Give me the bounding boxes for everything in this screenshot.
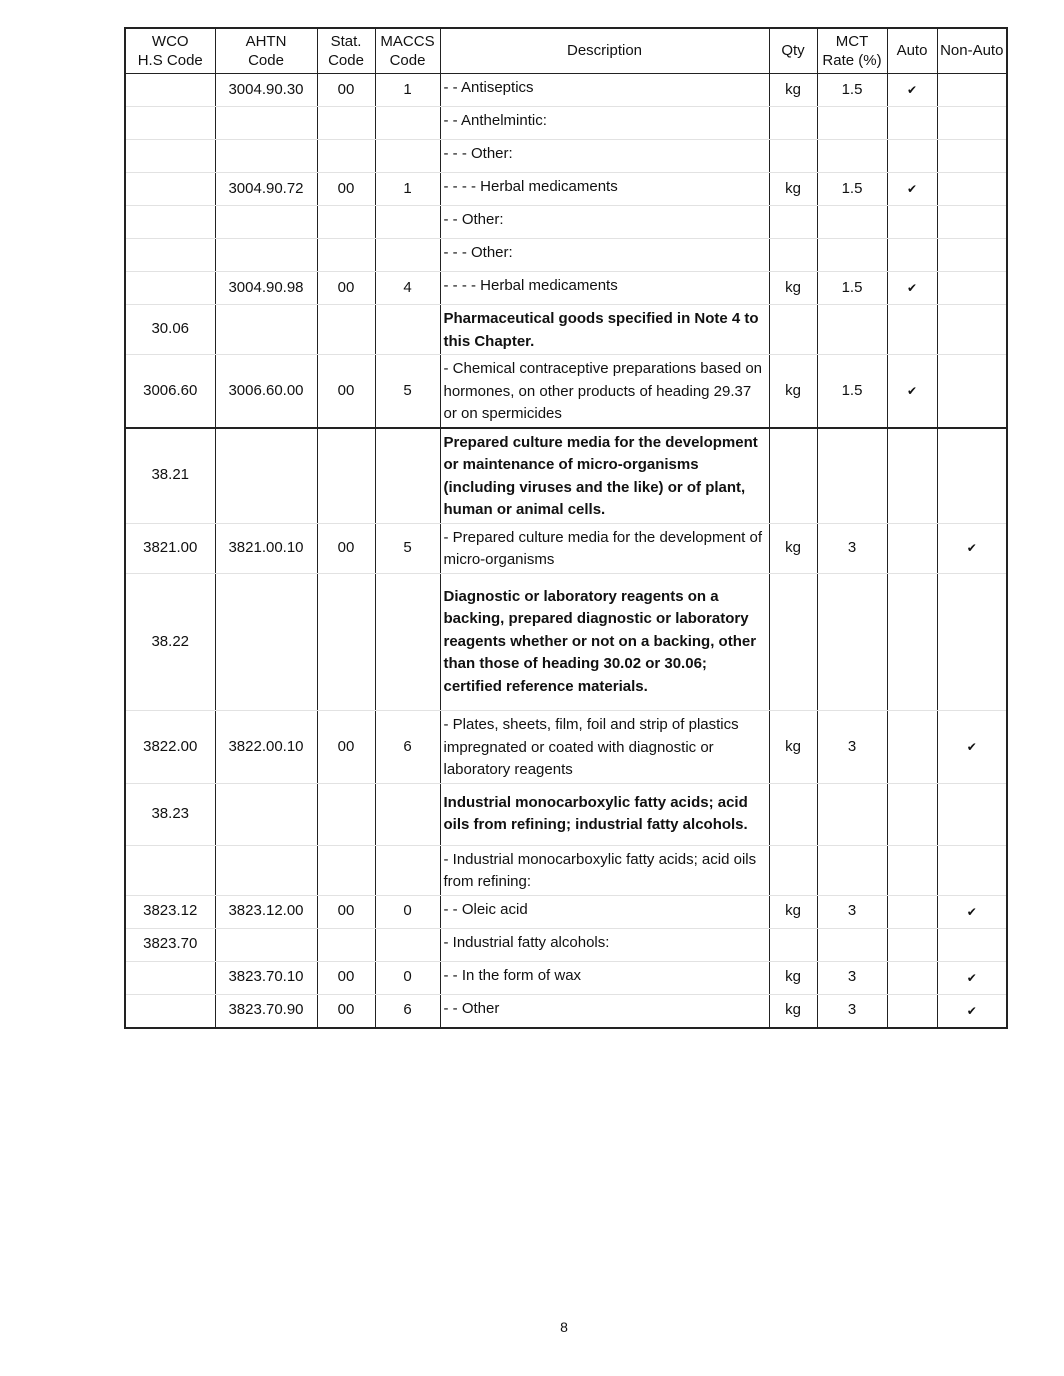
maccs-cell: [375, 928, 440, 961]
auto-check-icon: [887, 711, 937, 784]
auto-check-icon: [887, 994, 937, 1028]
maccs-cell: 5: [375, 523, 440, 573]
mct-cell: [817, 428, 887, 524]
auto-check-icon: [887, 845, 937, 895]
non-auto-check-icon: [937, 355, 1007, 428]
maccs-cell: 0: [375, 961, 440, 994]
header-description: Description: [440, 28, 769, 74]
wco-cell: [125, 961, 215, 994]
mct-cell: 3: [817, 895, 887, 928]
non-auto-check-icon: [937, 272, 1007, 305]
description-cell: - - Other:: [440, 206, 769, 239]
description-cell: - - In the form of wax: [440, 961, 769, 994]
ahtn-cell: 3006.60.00: [215, 355, 317, 428]
stat-cell: [317, 107, 375, 140]
non-auto-check-icon: ✔: [937, 994, 1007, 1028]
auto-check-icon: ✔: [887, 272, 937, 305]
maccs-cell: [375, 239, 440, 272]
wco-cell: 30.06: [125, 305, 215, 355]
mct-cell: 1.5: [817, 272, 887, 305]
table-row: [125, 895, 1007, 928]
qty-cell: [769, 428, 817, 524]
wco-cell: 38.22: [125, 573, 215, 711]
ahtn-cell: 3822.00.10: [215, 711, 317, 784]
maccs-cell: [375, 107, 440, 140]
ahtn-cell: [215, 305, 317, 355]
description-cell: Pharmaceutical goods specified in Note 4 to this Chapter.: [440, 305, 769, 355]
qty-cell: kg: [769, 961, 817, 994]
non-auto-check-icon: [937, 140, 1007, 173]
ahtn-cell: 3823.12.00: [215, 895, 317, 928]
header-auto: Auto: [887, 28, 937, 74]
table-row: [125, 711, 1007, 784]
header-mct-rate: MCT Rate (%): [817, 28, 887, 74]
maccs-cell: [375, 428, 440, 524]
qty-cell: [769, 107, 817, 140]
maccs-cell: [375, 305, 440, 355]
maccs-cell: [375, 140, 440, 173]
wco-cell: [125, 272, 215, 305]
qty-cell: [769, 140, 817, 173]
auto-check-icon: ✔: [887, 74, 937, 107]
description-cell: - - - - Herbal medicaments: [440, 173, 769, 206]
non-auto-check-icon: [937, 428, 1007, 524]
stat-cell: 00: [317, 895, 375, 928]
stat-cell: [317, 428, 375, 524]
table-row: [125, 523, 1007, 573]
ahtn-cell: [215, 928, 317, 961]
description-cell: - Chemical contraceptive preparations based on hormones, on other products of heading 29.37 or on spermicides: [440, 355, 769, 428]
header-qty: Qty: [769, 28, 817, 74]
auto-check-icon: [887, 140, 937, 173]
qty-cell: kg: [769, 994, 817, 1028]
ahtn-cell: [215, 428, 317, 524]
maccs-cell: [375, 845, 440, 895]
non-auto-check-icon: [937, 783, 1007, 845]
qty-cell: [769, 928, 817, 961]
non-auto-check-icon: ✔: [937, 711, 1007, 784]
header-ahtn-code: AHTN Code: [215, 28, 317, 74]
non-auto-check-icon: ✔: [937, 895, 1007, 928]
table-row: [125, 305, 1007, 355]
stat-cell: 00: [317, 523, 375, 573]
wco-cell: [125, 107, 215, 140]
qty-cell: [769, 783, 817, 845]
maccs-cell: 1: [375, 74, 440, 107]
description-cell: Diagnostic or laboratory reagents on a backing, prepared diagnostic or laboratory reagents whether or not on a backing, other than those of heading 30.02 or 30.06; certified reference materials.: [440, 573, 769, 711]
header-wco-hs-code: WCO H.S Code: [125, 28, 215, 74]
non-auto-check-icon: [937, 74, 1007, 107]
auto-check-icon: [887, 928, 937, 961]
description-cell: - - - Other:: [440, 140, 769, 173]
wco-cell: [125, 239, 215, 272]
mct-cell: [817, 573, 887, 711]
qty-cell: kg: [769, 895, 817, 928]
maccs-cell: 4: [375, 272, 440, 305]
mct-cell: [817, 239, 887, 272]
auto-check-icon: [887, 428, 937, 524]
maccs-cell: [375, 206, 440, 239]
description-cell: - Prepared culture media for the development of micro-organisms: [440, 523, 769, 573]
non-auto-check-icon: [937, 173, 1007, 206]
wco-cell: 3821.00: [125, 523, 215, 573]
tariff-table: [124, 27, 1008, 1029]
stat-cell: 00: [317, 355, 375, 428]
description-cell: - - Anthelmintic:: [440, 107, 769, 140]
stat-cell: 00: [317, 711, 375, 784]
table-row: [125, 428, 1007, 524]
maccs-cell: 1: [375, 173, 440, 206]
table-row: [125, 994, 1007, 1028]
stat-cell: [317, 573, 375, 711]
maccs-cell: 6: [375, 711, 440, 784]
qty-cell: kg: [769, 272, 817, 305]
stat-cell: [317, 845, 375, 895]
header-non-auto: Non-Auto: [937, 28, 1007, 74]
mct-cell: 3: [817, 961, 887, 994]
non-auto-check-icon: [937, 305, 1007, 355]
auto-check-icon: [887, 573, 937, 711]
page-number: 8: [560, 1319, 568, 1335]
description-cell: - - - Other:: [440, 239, 769, 272]
description-cell: - Industrial fatty alcohols:: [440, 928, 769, 961]
table-row: [125, 272, 1007, 305]
table-row: [125, 928, 1007, 961]
table-row: [125, 355, 1007, 428]
ahtn-cell: [215, 573, 317, 711]
table-row: [125, 107, 1007, 140]
maccs-cell: [375, 573, 440, 711]
stat-cell: [317, 140, 375, 173]
description-cell: - - - - Herbal medicaments: [440, 272, 769, 305]
mct-cell: 1.5: [817, 173, 887, 206]
mct-cell: [817, 140, 887, 173]
auto-check-icon: [887, 239, 937, 272]
qty-cell: [769, 845, 817, 895]
wco-cell: [125, 845, 215, 895]
qty-cell: [769, 305, 817, 355]
auto-check-icon: ✔: [887, 355, 937, 428]
mct-cell: [817, 206, 887, 239]
ahtn-cell: 3823.70.90: [215, 994, 317, 1028]
ahtn-cell: [215, 107, 317, 140]
ahtn-cell: 3004.90.98: [215, 272, 317, 305]
table-row: [125, 961, 1007, 994]
auto-check-icon: ✔: [887, 173, 937, 206]
mct-cell: [817, 928, 887, 961]
auto-check-icon: [887, 107, 937, 140]
qty-cell: [769, 573, 817, 711]
maccs-cell: 6: [375, 994, 440, 1028]
mct-cell: [817, 845, 887, 895]
non-auto-check-icon: [937, 573, 1007, 711]
table-row: [125, 783, 1007, 845]
ahtn-cell: 3004.90.72: [215, 173, 317, 206]
stat-cell: 00: [317, 173, 375, 206]
description-cell: - - Antiseptics: [440, 74, 769, 107]
non-auto-check-icon: [937, 239, 1007, 272]
stat-cell: [317, 783, 375, 845]
non-auto-check-icon: ✔: [937, 523, 1007, 573]
table-row: [125, 140, 1007, 173]
description-cell: Prepared culture media for the development or maintenance of micro-organisms (including viruses and the like) or of plant, human or animal cells.: [440, 428, 769, 524]
maccs-cell: 0: [375, 895, 440, 928]
non-auto-check-icon: ✔: [937, 961, 1007, 994]
wco-cell: 3823.12: [125, 895, 215, 928]
ahtn-cell: 3004.90.30: [215, 74, 317, 107]
non-auto-check-icon: [937, 928, 1007, 961]
mct-cell: [817, 783, 887, 845]
ahtn-cell: [215, 239, 317, 272]
mct-cell: [817, 107, 887, 140]
ahtn-cell: [215, 783, 317, 845]
mct-cell: 1.5: [817, 355, 887, 428]
description-cell: - - Other: [440, 994, 769, 1028]
table-row: [125, 206, 1007, 239]
description-cell: - - Oleic acid: [440, 895, 769, 928]
table-row: [125, 173, 1007, 206]
header-maccs-code: MACCS Code: [375, 28, 440, 74]
table-row: [125, 239, 1007, 272]
qty-cell: [769, 239, 817, 272]
qty-cell: kg: [769, 523, 817, 573]
qty-cell: kg: [769, 355, 817, 428]
stat-cell: 00: [317, 272, 375, 305]
auto-check-icon: [887, 523, 937, 573]
mct-cell: 3: [817, 711, 887, 784]
auto-check-icon: [887, 206, 937, 239]
wco-cell: 3006.60: [125, 355, 215, 428]
mct-cell: 3: [817, 994, 887, 1028]
table-body: [125, 74, 1007, 1028]
auto-check-icon: [887, 961, 937, 994]
wco-cell: [125, 206, 215, 239]
stat-cell: [317, 239, 375, 272]
stat-cell: [317, 928, 375, 961]
auto-check-icon: [887, 895, 937, 928]
table-row: [125, 573, 1007, 711]
ahtn-cell: [215, 206, 317, 239]
table-header: [125, 28, 1007, 74]
description-cell: - Plates, sheets, film, foil and strip of plastics impregnated or coated with diagnostic or laboratory reagents: [440, 711, 769, 784]
description-cell: Industrial monocarboxylic fatty acids; acid oils from refining; industrial fatty alcohols.: [440, 783, 769, 845]
maccs-cell: 5: [375, 355, 440, 428]
wco-cell: [125, 173, 215, 206]
maccs-cell: [375, 783, 440, 845]
qty-cell: [769, 206, 817, 239]
stat-cell: 00: [317, 74, 375, 107]
wco-cell: [125, 140, 215, 173]
qty-cell: kg: [769, 711, 817, 784]
non-auto-check-icon: [937, 845, 1007, 895]
stat-cell: 00: [317, 961, 375, 994]
mct-cell: [817, 305, 887, 355]
stat-cell: [317, 206, 375, 239]
qty-cell: kg: [769, 74, 817, 107]
description-cell: - Industrial monocarboxylic fatty acids; acid oils from refining:: [440, 845, 769, 895]
table-row: [125, 74, 1007, 107]
mct-cell: 3: [817, 523, 887, 573]
ahtn-cell: 3823.70.10: [215, 961, 317, 994]
wco-cell: 38.21: [125, 428, 215, 524]
qty-cell: kg: [769, 173, 817, 206]
stat-cell: 00: [317, 994, 375, 1028]
auto-check-icon: [887, 305, 937, 355]
header-stat-code: Stat. Code: [317, 28, 375, 74]
ahtn-cell: 3821.00.10: [215, 523, 317, 573]
mct-cell: 1.5: [817, 74, 887, 107]
wco-cell: [125, 994, 215, 1028]
wco-cell: 38.23: [125, 783, 215, 845]
wco-cell: 3822.00: [125, 711, 215, 784]
wco-cell: [125, 74, 215, 107]
auto-check-icon: [887, 783, 937, 845]
ahtn-cell: [215, 845, 317, 895]
ahtn-cell: [215, 140, 317, 173]
wco-cell: 3823.70: [125, 928, 215, 961]
non-auto-check-icon: [937, 206, 1007, 239]
stat-cell: [317, 305, 375, 355]
table-row: [125, 845, 1007, 895]
non-auto-check-icon: [937, 107, 1007, 140]
